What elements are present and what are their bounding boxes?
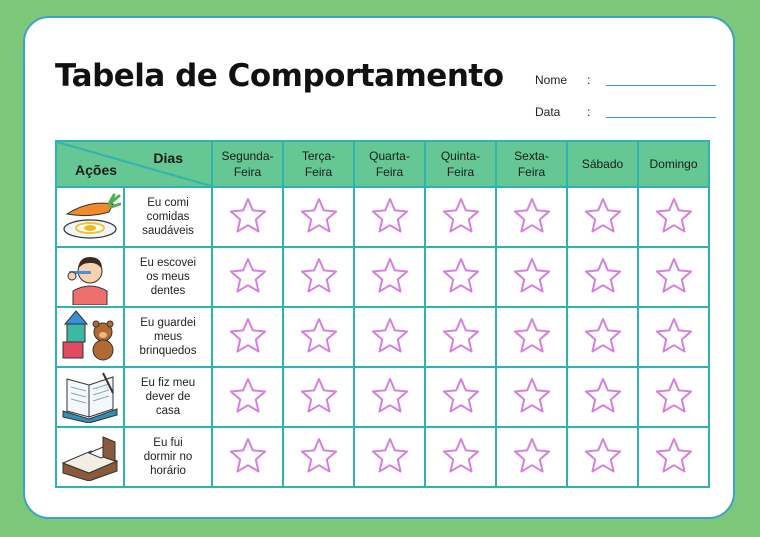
brushing-teeth-icon [59,249,121,305]
action-line: Eu guardei [140,317,196,329]
star-cell[interactable] [283,367,354,427]
star-outline-icon[interactable] [299,377,339,417]
row-image-cell [56,187,124,247]
star-cell[interactable] [212,367,283,427]
action-line: Eu fiz meu [140,377,196,389]
star-cell[interactable] [283,187,354,247]
star-outline-icon[interactable] [228,437,268,477]
behavior-row [56,247,709,307]
star-outline-icon[interactable] [228,257,268,297]
star-cell[interactable] [283,247,354,307]
star-outline-icon[interactable] [583,197,623,237]
star-outline-icon[interactable] [370,377,410,417]
homework-book-icon [59,371,121,423]
star-cell[interactable] [425,247,496,307]
action-line: Eu comi [147,197,189,209]
day-line-1: Sexta- [514,149,549,163]
date-input-line[interactable] [606,117,716,118]
action-line: brinquedos [139,345,197,357]
days-header-label: Dias [153,150,183,166]
star-cell[interactable] [425,367,496,427]
star-cell[interactable] [567,307,638,367]
star-outline-icon[interactable] [441,377,481,417]
name-input-line[interactable] [606,85,716,86]
name-colon: : [587,73,591,87]
star-cell[interactable] [638,307,709,367]
action-line: dentes [150,285,186,297]
star-cell[interactable] [638,247,709,307]
star-cell[interactable] [354,427,425,487]
star-outline-icon[interactable] [370,437,410,477]
row-image-cell [56,247,124,307]
star-outline-icon[interactable] [583,317,623,357]
star-cell[interactable] [496,187,567,247]
star-cell[interactable] [354,367,425,427]
action-label [124,247,212,307]
star-cell[interactable] [212,247,283,307]
action-line: meus [153,331,183,343]
star-outline-icon[interactable] [583,257,623,297]
star-cell[interactable] [212,187,283,247]
star-outline-icon[interactable] [299,197,339,237]
chart-card [23,16,735,519]
star-outline-icon[interactable] [441,257,481,297]
row-image-cell [56,367,124,427]
day-line-2: Feira [517,165,546,179]
corner-header [56,141,212,187]
healthy-food-icon [59,192,121,242]
action-line: dever de [145,391,191,403]
star-outline-icon[interactable] [512,317,552,357]
day-line-1: Quinta- [440,149,481,163]
star-outline-icon[interactable] [441,437,481,477]
star-cell[interactable] [212,427,283,487]
action-label [124,187,212,247]
star-outline-icon[interactable] [512,257,552,297]
day-line-1: Sábado [581,157,624,171]
star-outline-icon[interactable] [583,377,623,417]
day-header-thursday [425,141,496,187]
star-outline-icon[interactable] [299,317,339,357]
star-outline-icon[interactable] [512,437,552,477]
star-cell[interactable] [425,187,496,247]
day-header-saturday [567,141,638,187]
star-cell[interactable] [638,427,709,487]
star-cell[interactable] [567,187,638,247]
star-cell[interactable] [283,307,354,367]
action-line: dormir no [143,451,193,463]
star-outline-icon[interactable] [228,197,268,237]
behavior-row [56,427,709,487]
star-cell[interactable] [354,307,425,367]
star-outline-icon[interactable] [228,317,268,357]
star-outline-icon[interactable] [512,197,552,237]
star-outline-icon[interactable] [441,317,481,357]
action-line: comidas [146,211,190,223]
star-cell[interactable] [567,247,638,307]
behavior-row [56,367,709,427]
date-label: Data [535,105,561,119]
star-cell[interactable] [496,247,567,307]
star-outline-icon[interactable] [370,317,410,357]
day-line-2: Feira [304,165,333,179]
action-label [124,427,212,487]
star-cell[interactable] [496,427,567,487]
day-line-1: Quarta- [369,149,410,163]
star-outline-icon[interactable] [512,377,552,417]
day-header-monday [212,141,283,187]
star-outline-icon[interactable] [228,377,268,417]
star-cell[interactable] [212,307,283,367]
star-cell[interactable] [567,367,638,427]
action-label [124,307,212,367]
star-cell[interactable] [425,427,496,487]
behavior-table [55,140,710,488]
header-row [56,141,709,187]
page-title: Tabela de Comportamento [55,58,504,94]
star-outline-icon[interactable] [654,317,694,357]
row-image-cell [56,307,124,367]
day-line-2: Feira [233,165,262,179]
action-label [124,367,212,427]
actions-header-label: Ações [75,162,118,178]
day-header-sunday [638,141,709,187]
star-cell[interactable] [283,427,354,487]
action-line: Eu fui [153,437,183,449]
star-cell[interactable] [567,427,638,487]
bed-icon [59,433,121,481]
star-outline-icon[interactable] [441,197,481,237]
day-line-2: Feira [446,165,475,179]
star-cell[interactable] [496,307,567,367]
behavior-row [56,307,709,367]
star-outline-icon[interactable] [654,197,694,237]
star-cell[interactable] [425,307,496,367]
star-outline-icon[interactable] [654,377,694,417]
action-line: Eu escovei [139,257,197,269]
name-label: Nome [535,73,568,87]
star-outline-icon[interactable] [299,257,339,297]
day-line-1: Domingo [649,157,698,171]
star-outline-icon[interactable] [299,437,339,477]
star-outline-icon[interactable] [654,437,694,477]
star-outline-icon[interactable] [654,257,694,297]
star-cell[interactable] [354,247,425,307]
day-line-2: Feira [375,165,404,179]
day-header-friday [496,141,567,187]
star-cell[interactable] [638,367,709,427]
toys-icon [59,310,121,364]
star-outline-icon[interactable] [583,437,623,477]
day-line-1: Terça- [301,149,336,163]
action-line: horário [150,465,186,477]
action-line: os meus [146,271,190,283]
star-outline-icon[interactable] [370,197,410,237]
star-cell[interactable] [354,187,425,247]
day-line-1: Segunda- [221,149,274,163]
star-cell[interactable] [638,187,709,247]
day-header-tuesday [283,141,354,187]
day-header-wednesday [354,141,425,187]
row-image-cell [56,427,124,487]
date-colon: : [587,105,591,119]
star-outline-icon[interactable] [370,257,410,297]
action-line: saudáveis [142,225,194,237]
behavior-row [56,187,709,247]
star-cell[interactable] [496,367,567,427]
action-line: casa [155,405,181,417]
